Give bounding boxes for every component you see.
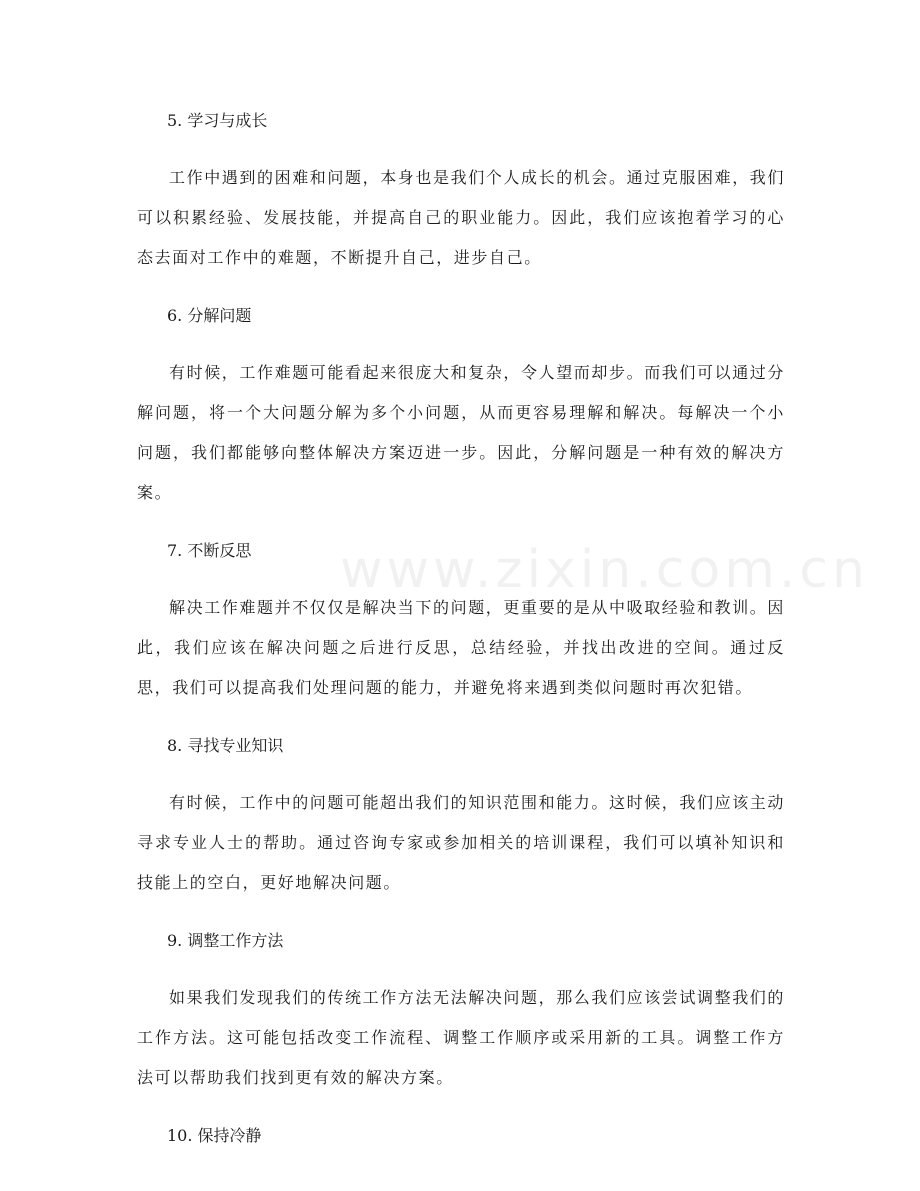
section-heading-8: 8. 寻找专业知识	[167, 736, 284, 755]
section-paragraph-9: 如果我们发现我们的传统工作方法无法解决问题，那么我们应该尝试调整我们的工作方法。这可能包括改变工作流程、调整工作顺序或采用新的工具。调整工作方法可以帮助我们找到更有效的解决方案。	[137, 988, 786, 1087]
section-heading-9: 9. 调整工作方法	[167, 931, 284, 950]
section-paragraph-8: 有时候，工作中的问题可能超出我们的知识范围和能力。这时候，我们应该主动寻求专业人士的帮助。通过咨询专家或参加相关的培训课程，我们可以填补知识和技能上的空白，更好地解决问题。	[137, 793, 786, 892]
section-paragraph-5: 工作中遇到的困难和问题，本身也是我们个人成长的机会。通过克服困难，我们可以积累经验、发展技能，并提高自己的职业能力。因此，我们应该抱着学习的心态去面对工作中的难题，不断提升自己，进步自己。	[137, 168, 786, 267]
section-paragraph-7: 解决工作难题并不仅仅是解决当下的问题，更重要的是从中吸取经验和教训。因此，我们应该在解决问题之后进行反思，总结经验，并找出改进的空间。通过反思，我们可以提高我们处理问题的能力，并避免将来遇到类似问题时再次犯错。	[137, 598, 786, 697]
document-body	[137, 106, 785, 1151]
section-heading-5: 5. 学习与成长	[167, 111, 268, 130]
section-heading-6: 6. 分解问题	[167, 306, 252, 325]
section-heading-10: 10. 保持冷静	[167, 1126, 262, 1145]
section-paragraph-6: 有时候，工作难题可能看起来很庞大和复杂，令人望而却步。而我们可以通过分解问题，将一个大问题分解为多个小问题，从而更容易理解和解决。每解决一个小问题，我们都能够向整体解决方案迈进一步。因此，分解问题是一种有效的解决方案。	[137, 363, 786, 502]
section-heading-7: 7. 不断反思	[167, 541, 252, 560]
watermark: www.zixin.com.cn	[340, 540, 869, 600]
